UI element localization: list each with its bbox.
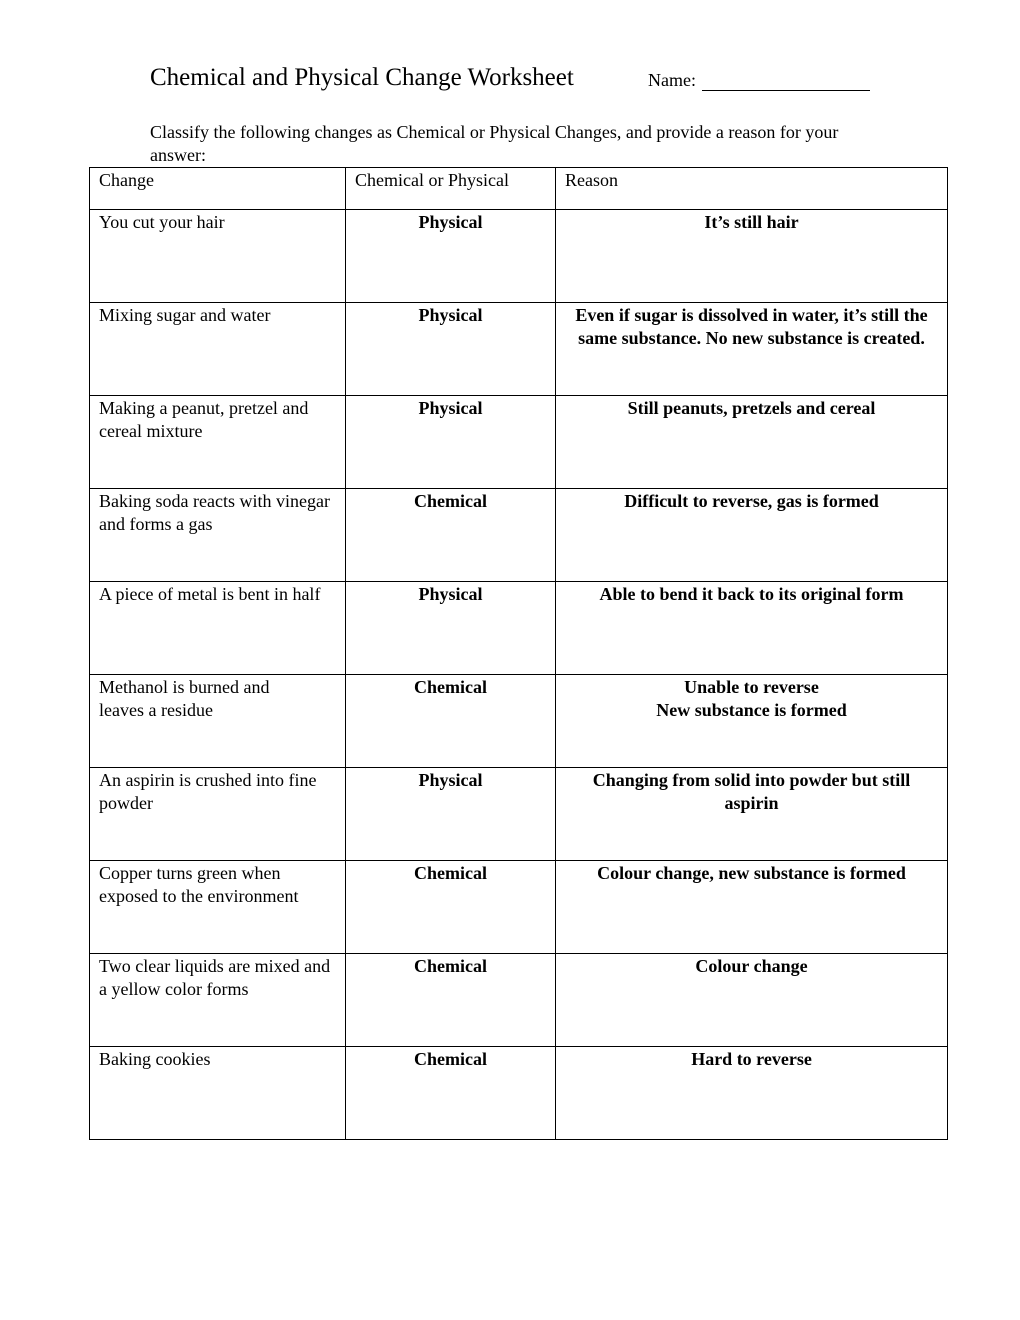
reason-text: Changing from solid into powder but still aspirin — [592, 770, 911, 813]
header-change: Change — [90, 168, 346, 210]
classification-answer: Chemical — [346, 1047, 556, 1140]
reason-text: Colour change, new substance is formed — [597, 863, 906, 883]
table-row — [90, 1047, 948, 1140]
change-text: Copper turns green when exposed to the environment — [99, 863, 299, 906]
header-reason: Reason — [556, 168, 948, 210]
change-cell — [90, 210, 346, 303]
change-text: Baking soda reacts with vinegar and forms a gas — [99, 491, 330, 534]
reason-cell — [556, 489, 948, 582]
change-cell — [90, 303, 346, 396]
change-cell — [90, 861, 346, 954]
header-chemical-or-physical: Chemical or Physical — [346, 168, 556, 210]
change-cell — [90, 582, 346, 675]
reason-text: New substance is formed — [656, 700, 847, 720]
reason-cell — [556, 582, 948, 675]
table-row — [90, 954, 948, 1047]
reason-text: Still peanuts, pretzels and cereal — [627, 398, 876, 418]
reason-cell — [556, 861, 948, 954]
table-row — [90, 582, 948, 675]
reason-text: Colour change — [695, 956, 808, 976]
change-text: An aspirin is crushed into fine powder — [99, 770, 317, 813]
reason-text: Even if sugar is dissolved in water, it’s still the same substance. No new substance is created. — [575, 305, 928, 348]
table-row — [90, 675, 948, 768]
reason-text: Hard to reverse — [691, 1049, 812, 1069]
table-header-row — [90, 168, 948, 210]
reason-cell — [556, 768, 948, 861]
change-cell — [90, 489, 346, 582]
classification-table — [89, 167, 948, 1140]
reason-cell — [556, 1047, 948, 1140]
change-text: Mixing sugar and water — [99, 305, 271, 325]
classification-answer: Physical — [346, 210, 556, 303]
classification-answer: Physical — [346, 768, 556, 861]
reason-text: Able to bend it back to its original form — [599, 584, 904, 604]
table-row — [90, 489, 948, 582]
table-row — [90, 768, 948, 861]
table-row — [90, 396, 948, 489]
change-text: A piece of metal is bent in half — [99, 584, 321, 604]
reason-cell — [556, 396, 948, 489]
classification-answer: Physical — [346, 582, 556, 675]
change-cell — [90, 396, 346, 489]
change-cell — [90, 675, 346, 768]
classification-answer: Chemical — [346, 861, 556, 954]
change-text: Methanol is burned and — [99, 677, 270, 697]
change-cell — [90, 1047, 346, 1140]
classification-answer: Physical — [346, 303, 556, 396]
change-cell — [90, 954, 346, 1047]
name-field[interactable] — [702, 60, 870, 91]
name-label: Name: — [648, 70, 696, 90]
reason-text: It’s still hair — [704, 212, 799, 232]
change-text: You cut your hair — [99, 212, 225, 232]
instructions: Classify the following changes as Chemical or Physical Changes, and provide a reason for your answer: — [150, 122, 839, 165]
change-text: Making a peanut, pretzel and cereal mixture — [99, 398, 309, 441]
reason-cell — [556, 303, 948, 396]
change-cell — [90, 768, 346, 861]
reason-cell — [556, 675, 948, 768]
classification-answer: Chemical — [346, 675, 556, 768]
worksheet-header — [150, 60, 910, 96]
table-row — [90, 303, 948, 396]
classification-answer: Physical — [346, 396, 556, 489]
change-text: Two clear liquids are mixed and a yellow color forms — [99, 956, 331, 999]
table-row — [90, 210, 948, 303]
reason-cell — [556, 210, 948, 303]
reason-text: Unable to reverse — [684, 677, 819, 697]
classification-answer: Chemical — [346, 954, 556, 1047]
table-row — [90, 861, 948, 954]
reason-cell — [556, 954, 948, 1047]
change-text: leaves a residue — [99, 700, 213, 720]
worksheet-title: Chemical and Physical Change Worksheet — [150, 64, 574, 91]
classification-answer: Chemical — [346, 489, 556, 582]
change-text: Baking cookies — [99, 1049, 211, 1069]
reason-text: Difficult to reverse, gas is formed — [624, 491, 879, 511]
